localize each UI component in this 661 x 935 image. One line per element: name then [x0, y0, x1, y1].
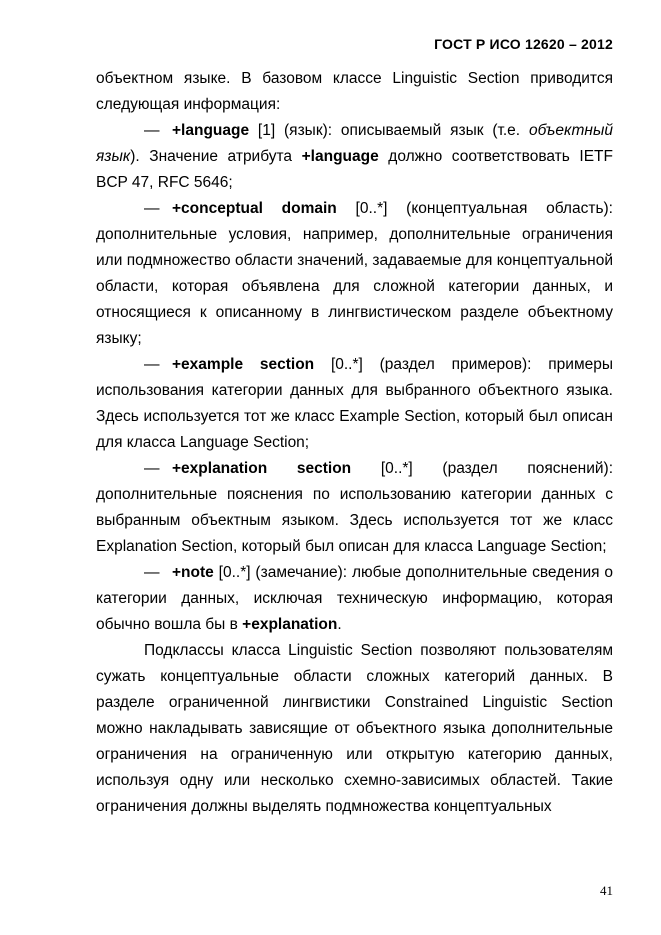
note-item: [96, 560, 613, 638]
language-item: [96, 118, 613, 196]
document-header: ГОСТ Р ИСО 12620 – 2012: [434, 36, 613, 52]
term-language: +language: [172, 122, 250, 139]
note-text-2: .: [337, 616, 342, 633]
conceptual-domain-item: [96, 196, 613, 352]
explanation-section-text: [0..*] (раздел пояснений): дополнительные пояснения по использованию категории данных с выбранным объектным языком. Здесь используется тот же класс Explanation Section, который был описан для класса Language Section;: [96, 460, 613, 555]
example-section-item: [96, 352, 613, 456]
language-text-1: [1] (язык): описываемый язык (т.е.: [249, 122, 529, 139]
page-number: 41: [600, 883, 613, 898]
term-explanation: +explanation: [242, 616, 338, 633]
term-example-section: +example section: [172, 356, 315, 373]
language-italic: объектный язык: [96, 122, 613, 165]
list-dash: —: [144, 122, 160, 139]
list-dash: —: [144, 356, 160, 373]
note-text-1: [0..*] (замечание): любые дополнительные сведения о категории данных, исключая техническую информацию, которая обычно вошла бы в: [96, 564, 613, 633]
intro-paragraph: объектном языке. В базовом классе Linguistic Section приводится следующая информация:: [96, 70, 613, 113]
language-text-2: ). Значение атрибута: [130, 148, 302, 165]
conceptual-domain-text: [0..*] (концептуальная область): дополнительные условия, например, дополнительные ограничения или подмножество области значений, задаваемые для концептуальной области, которая объявлена для сложной категории данных, и относящиеся к описанному в лингвистическом разделе объектному языку;: [96, 200, 613, 347]
subclasses-paragraph: Подклассы класса Linguistic Section позволяют пользователям сужать концептуальные области сложных категорий данных. В разделе ограниченной лингвистики Constrained Linguistic Section можно накладывать зависящие от объектного языка дополнительные ограничения на ограниченную или открытую категорию данных, используя одну или несколько схемно-зависимых областей. Такие ограничения должны выделять подмножества концептуальных: [96, 642, 613, 815]
example-section-text: [0..*] (раздел примеров): примеры использования категории данных для выбранного объектного языка. Здесь используется тот же класс Example Section, который был описан для класса Language Section;: [96, 356, 613, 451]
language-text-3: должно соответствовать IETF BCP 47, RFC 5646;: [96, 148, 613, 191]
term-note: +note: [172, 564, 214, 581]
list-dash: —: [144, 564, 160, 581]
document-body: [96, 66, 613, 820]
list-dash: —: [144, 460, 160, 477]
term-language-2: +language: [301, 148, 379, 165]
term-conceptual-domain: +conceptual domain: [172, 200, 337, 217]
explanation-section-item: [96, 456, 613, 560]
list-dash: —: [144, 200, 160, 217]
term-explanation-section: +explanation section: [172, 460, 352, 477]
